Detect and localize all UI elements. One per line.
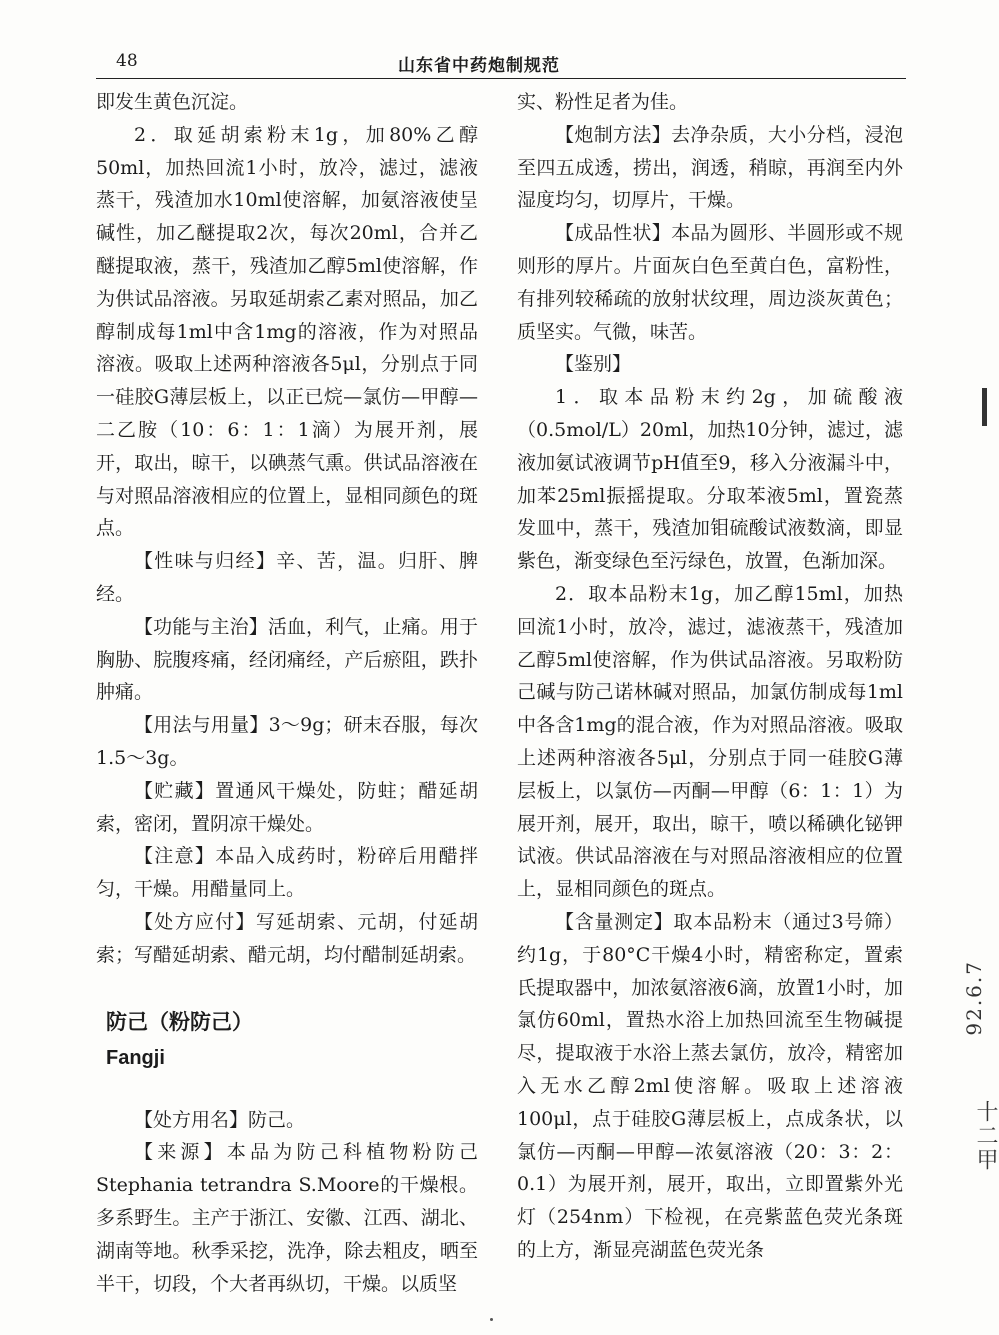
paragraph: 【性味与归经】辛、苦，温。归肝、脾经。	[96, 550, 478, 605]
right-column	[517, 86, 903, 1267]
paragraph: 【注意】本品入成药时，粉碎后用醋拌匀，干燥。用醋量同上。	[96, 845, 478, 901]
header-rule	[96, 78, 906, 79]
entry-title-pinyin: Fangji	[106, 1046, 165, 1069]
paragraph: 【功能与主治】活血，利气，止痛。用于胸胁、脘腹疼痛，经闭痛经，产后瘀阻，跌扑肿痛。	[96, 615, 478, 704]
paragraph: 2．取延胡索粉末1g，加80%乙醇50ml，加热回流1小时，放冷，滤过，滤液蒸干，残渣加水10ml使溶解，加氨溶液使呈碱性，加乙醚提取2次，每次20ml，合并乙醚提取液，蒸干，残渣加乙醇5ml使溶解，作为供试品溶液。另取延胡索乙素对照品，加乙醇制成每1ml中含1mg的溶液，作为对照品溶液。吸取上述两种溶液各5μl，分别点于同一硅胶G薄层板上，以正已烷—氯仿—甲醇—二乙胺（10：6：1：1滴）为展开剂，展开，取出，晾干，以碘蒸气熏。供试品溶液在与对照品溶液相应的位置上，显相同颜色的斑点。	[96, 123, 478, 540]
paragraph: 【成品性状】本品为圆形、半圆形或不规则形的厚片。片面灰白色至黄白色，富粉性，有排列较稀疏的放射状纹理，周边淡灰黄色；质坚实。气微，味苦。	[517, 222, 903, 343]
paragraph: 【处方用名】防己。	[134, 1108, 306, 1131]
paragraph: 【用法与用量】3～9g；研末吞服，每次1.5～3g。	[96, 714, 478, 769]
paragraph: 即发生黄色沉淀。	[96, 91, 249, 113]
paragraph: 【鉴别】	[555, 353, 632, 376]
paragraph: 2．取本品粉末1g，加乙醇15ml，加热回流1小时，放冷，滤过，滤液蒸干，残渣加乙醇5ml使溶解，作为供试品溶液。另取粉防己碱与防己诺林碱对照品，加氯仿制成每1ml中各含1mg的混合液，作为对照品溶液。吸取上述两种溶液各5μl，分别点于同一硅胶G薄层板上，以氯仿—丙酮—甲醇（6：1：1）为展开剂，展开，取出，晾干，喷以稀碘化铋钾试液。供试品溶液在与对照品溶液相应的位置上，显相同颜色的斑点。	[517, 582, 903, 901]
paragraph: 【炮制方法】去净杂质，大小分档，浸泡至四五成透，捞出，润透，稍晾，再润至内外湿度均匀，切厚片，干燥。	[517, 123, 903, 212]
paragraph: 实、粉性足者为佳。	[517, 91, 689, 113]
paragraph: 【贮藏】置通风干燥处，防蛀；醋延胡索，密闭，置阴凉干燥处。	[96, 779, 478, 835]
section-gap	[96, 1076, 478, 1104]
entry-title-chinese: 防己（粉防己）	[106, 1008, 253, 1034]
margin-note: 92.6.7	[962, 960, 986, 1036]
scan-speck	[490, 1318, 493, 1321]
paragraph: 【来源】本品为防己科植物粉防己Stephania tetrandra S.Moore的干燥根。多系野生。主产于浙江、安徽、江西、湖北、湖南等地。秋季采挖，洗净，除去粗皮，晒至半干，切段，个大者再纵切，干燥。以质坚	[96, 1141, 478, 1295]
paragraph: 1．取本品粉末约2g，加硫酸液（0.5mol/L）20ml，加热10分钟，滤过，滤液加氨试液调节pH值至9，移入分液漏斗中，加苯25ml振摇提取。分取苯液5ml，置瓷蒸发皿中，蒸干，残渣加钼硫酸试液数滴，即显紫色，渐变绿色至污绿色，放置，色渐加深。	[517, 386, 903, 573]
paragraph: 【处方应付】写延胡索、元胡，付延胡索；写醋延胡索、醋元胡，均付醋制延胡索。	[96, 910, 478, 966]
left-column	[96, 86, 478, 1300]
page-header	[0, 0, 999, 80]
margin-ink-mark	[982, 388, 987, 426]
running-title: 山东省中药炮制规范	[398, 56, 560, 76]
margin-note: 十二甲	[973, 1100, 998, 1172]
section-gap	[96, 972, 478, 1004]
paragraph: 【含量测定】取本品粉末（通过3号筛）约1g，于80°C干燥4小时，精密称定，置索氏提取器中，加浓氨溶液6滴，放置1小时，加氯仿60ml，置热水浴上加热回流至生物碱提尽，提取液于水浴上蒸去氯仿，放冷，精密加入无水乙醇2ml使溶解。吸取上述溶液100μl，点于硅胶G薄层板上，点成条状，以氯仿—丙酮—甲醇—浓氨溶液（20：3：2：0.1）为展开剂，展开，取出，立即置紫外光灯（254nm）下检视，在亮紫蓝色荧光条斑的上方，渐显亮湖蓝色荧光条	[517, 910, 903, 1261]
page-number: 48	[116, 51, 138, 71]
